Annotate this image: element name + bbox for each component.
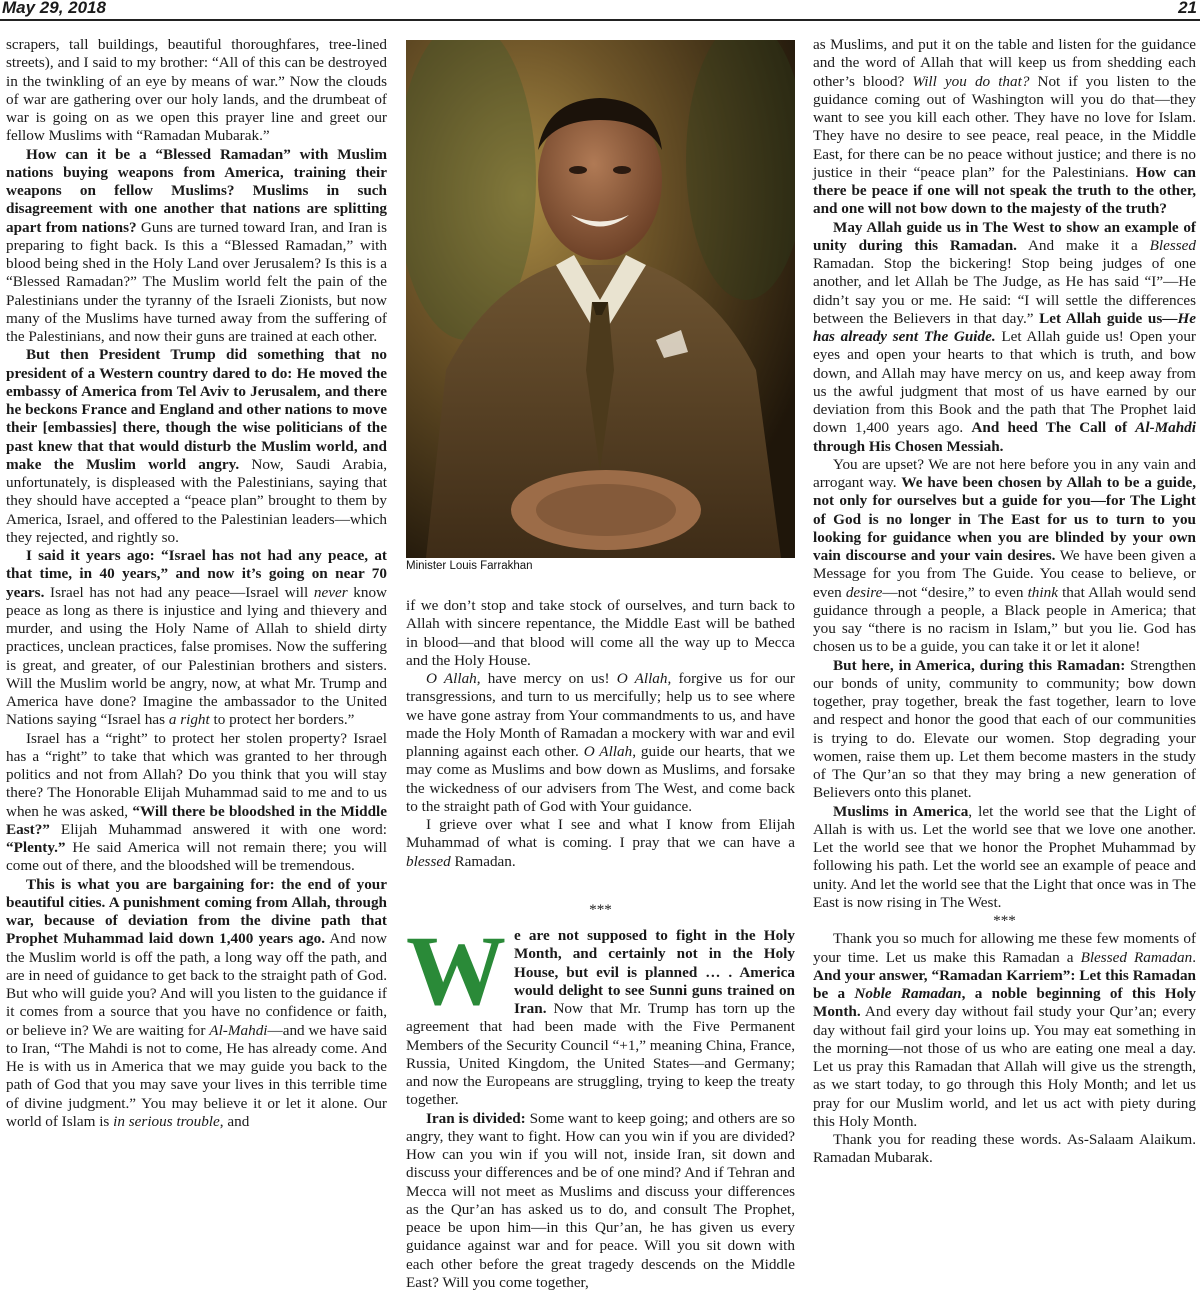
column-1 [6, 36, 387, 1131]
paragraph: But here, in America, during this Ramadan: Strengthen our bonds of unity, community to community; bow down together, pray together, break the fast together, learn to love and respect and honor the good that each of our communities is trying to do. Elevate our women. Stop degrading your women, raise them up. Let them become masters in the study of The Qur’an so that they may bring a new generation of Believers onto this planet. [813, 656, 1196, 802]
portrait-illustration [406, 40, 795, 558]
paragraph: This is what you are bargaining for: the end of your beautiful cities. A punishment coming from Allah, through war, because of deviation from the divine path that Prophet Muhammad laid down 1,400 years ago. And now the Muslim world is off the path, a long way off the path, and are in need of guidance to get back to the straight path of God. But who will guide you? And will you listen to the guidance if it comes from a source that you have no confidence or faith, or believe in? We are waiting for Al-Mahdi—and we have said to Iran, “The Mahdi is not to come, He has already come. And He is with us in America that we may guide you back to the path of God that you may save your lives in this terrible time of divine judgment.” You may believe it or let it alone. Our world of Islam is in serious trouble, and [6, 875, 387, 1130]
section-separator: *** [993, 912, 1016, 929]
paragraph: But then President Trump did something that no president of a Western country dared to do: He moved the embassy of America from Tel Aviv to Jerusalem, and there he beckons France and England and other nations to move their [embassies] there, though the wise politicians of the past knew that that would disturb the Muslim world, and make the Muslim world angry. Now, Saudi Arabia, unfortunately, is displeased with the Palestinians, saying that they should have accepted a “peace plan” brought to them by America, Israel, and offered to the Palestinian leaders—which they rejected, and rightly so. [6, 346, 387, 546]
paragraph: Israel has a “right” to protect her stolen property? Israel has a “right” to take that which was granted to her through politics and not from Allah? Do you think that you will stay there? The Honorable Elijah Muhammad said to me and to us when he was asked, “Will there be bloodshed in the Middle East?” Elijah Muhammad answered it with one word: “Plenty.” He said America will not remain there; you will come out of there, and the bloodshed will be tremendous. [6, 729, 387, 875]
paragraph: if we don’t stop and take stock of ourselves, and turn back to Allah with sincere repentance, the Middle East will be bathed in blood—and that blood will come all the way up to Mecca and the Holy House. [406, 597, 795, 669]
paragraph: How can it be a “Blessed Ramadan” with Muslim nations buying weapons from America, training their weapons on fellow Muslims? Muslims in such disagreement with one another that nations are splitting apart from nations? Guns are turned toward Iran, and Iran is preparing to fight back. Is this a “Blessed Ramadan,” with blood being shed in the Holy Land over Jerusalem? Is this is a “Blessed Ramadan?” The Muslim world felt the pain of the Palestinians under the tyranny of the Israeli Zionists, but now many of the Muslims have turned away from the suffering of the Palestinians, and now their guns are trained at each other. [6, 145, 387, 345]
paragraph: Thank you so much for allowing me these few moments of your time. Let us make this Ramadan a Blessed Ramadan. And your answer, “Ramadan Karriem”: Let this Ramadan be a Noble Ramadan, a noble beginning of this Holy Month. And every day without fail study your Qur’an; every day without fail gird your loins up. You may eat something in the morning—not those of us who are eating one meal a day. Let us pray this Ramadan that Allah will give us the strength, as we start today, to go through this Holy Month; and let us pray for our Muslim world, and let us act with piety during this Holy Month. [813, 930, 1197, 1130]
lead-text: e are not supposed to fight in the Holy Month, and certainly not in the Holy House, but evil is planned … . America would delight to see Sunni guns trained on Iran. Now that Mr. Trump has torn up the agreement that had been made with the Five Permanent Members of the Security Council “+1,” meaning China, France, Russia, United Kingdom, the United States—and Germany; and now the Europeans are struggling, trying to keep the treaty together. [406, 927, 795, 1109]
paragraph: Iran is divided: Some want to keep going; and others are so angry, they want to fight. How can you win if you are divided? How can you win if you will not, inside Iran, sit down and discuss your differences and be of one mind? And if Tehran and Mecca will not meet as Muslims and discuss your differences as the Qur’an has asked us to do, and consult The Prophet, peace be upon him—in this Qur’an, he has given us every guidance against war and for peace. Will you sit down with each other before the great tragedy descends on the Middle East? Will you come together, [406, 1109, 795, 1291]
paragraph: May Allah guide us in The West to show an example of unity during this Ramadan. And make it a Blessed Ramadan. Stop the bickering! Stop being judges of one another, and let Allah be The Judge, as He has said “I”—He didn’t say you or me. He said: “I will settle the differences between the Believers in that day.” Let Allah guide us—He has already sent The Guide. Let Allah guide us! Open your eyes and open your hearts to that which is truth, and bow down, and Allah may have mercy on us, and keep away from us the awful judgment that most of us have earned by our deviation from this Book and the path that The Prophet laid down 1,400 years ago. And heed The Call of Al-Mahdi through His Chosen Messiah. [813, 218, 1196, 455]
photo-caption: Minister Louis Farrakhan [406, 560, 533, 572]
section-separator: *** [589, 900, 612, 918]
paragraph: Muslims in America, let the world see that the Light of Allah is with us. Let the world see that we love one another. Let the world see that we honor the Prophet Muhammad by following his path. Let the world see an example of peace and unity. And let the world see that the Light that once was in The East is now rising in The West. [813, 802, 1196, 911]
paragraph: Thank you for reading these words. As-Salaam Alaikum. Ramadan Mubarak. [813, 1131, 1196, 1167]
lead-paragraph [406, 915, 795, 1110]
column-2 [406, 597, 795, 1292]
paragraph: I grieve over what I see and what I know from Elijah Muhammad of what is coming. I pray that we can have a blessed Ramadan. [406, 816, 795, 870]
column-3 [813, 36, 1196, 1168]
paragraph: I said it years ago: “Israel has not had any peace, at that time, in 40 years,” and now it’s going on near 70 years. Israel has not had any peace—Israel will never know peace as long as there is injustice and lying and thievery and murder, and using the Holy Name of Allah to shield dirty practices, unclean practices, false promises. Now the suffering is great, and greater, of our Palestinian brothers and sisters. Will the Muslim world be angry, now, at what Mr. Trump and America have done? Imagine the ambassador to the United Nations saying “Israel has a right to protect her borders.” [6, 547, 388, 729]
paragraph: scrapers, tall buildings, beautiful thoroughfares, tree-lined streets), and I said to my brother: “All of this can be destroyed in the twinkling of an eye by means of war.” Now the clouds of war are gathering over our holy lands, and the drumbeat of war is going on as we open this prayer line and greet our fellow Muslims with “Ramadan Mubarak.” [6, 36, 387, 145]
page-number: 21 [1178, 0, 1197, 17]
issue-date: May 29, 2018 [2, 0, 106, 17]
page-header [0, 0, 1200, 21]
drop-cap: W [406, 915, 506, 1026]
portrait-photo [406, 40, 795, 558]
paragraph: You are upset? We are not here before you in any vain and arrogant way. We have been chosen by Allah to be a guide, not only for ourselves but a guide for you—for The Light of God is no longer in The East for us to turn to you looking for guidance when you are blinded by your own vain discourse and your vain desires. We have been given a Message for you from The Guide. You cease to believe, or even desire—not “desire,” to even think that Allah would send guidance through a people, a Black people in America; that you say “there is no racism in Islam,” but you lie. God has chosen us to be a guide, you can take it or let it alone! [813, 455, 1196, 656]
paragraph: O Allah, have mercy on us! O Allah, forgive us for our transgressions, and turn to us mercifully; help us to see where we have gone astray from Your commandments to us, and have made the Holy Month of Ramadan a mockery with war and evil planning against each other. O Allah, guide our hearts, that we may come as Muslims and bow down as Muslims, and forsake the wickedness of our advisers from The West, and come back to the straight path of God with Your guidance. [406, 670, 795, 815]
paragraph: as Muslims, and put it on the table and listen for the guidance and the word of Allah that will keep us from shedding each other’s blood? Will you do that? Not if you listen to the guidance coming out of Washington will you do that—they want to see you kill each other. They have no love for Islam. They have no desire to see peace, real peace, in the Middle East, for there can be no peace without justice; and there is no justice in their “peace plan” for the Palestinians. How can there be peace if one will not speak the truth to the other, and one will not bow down to the majesty of the truth? [813, 36, 1197, 218]
